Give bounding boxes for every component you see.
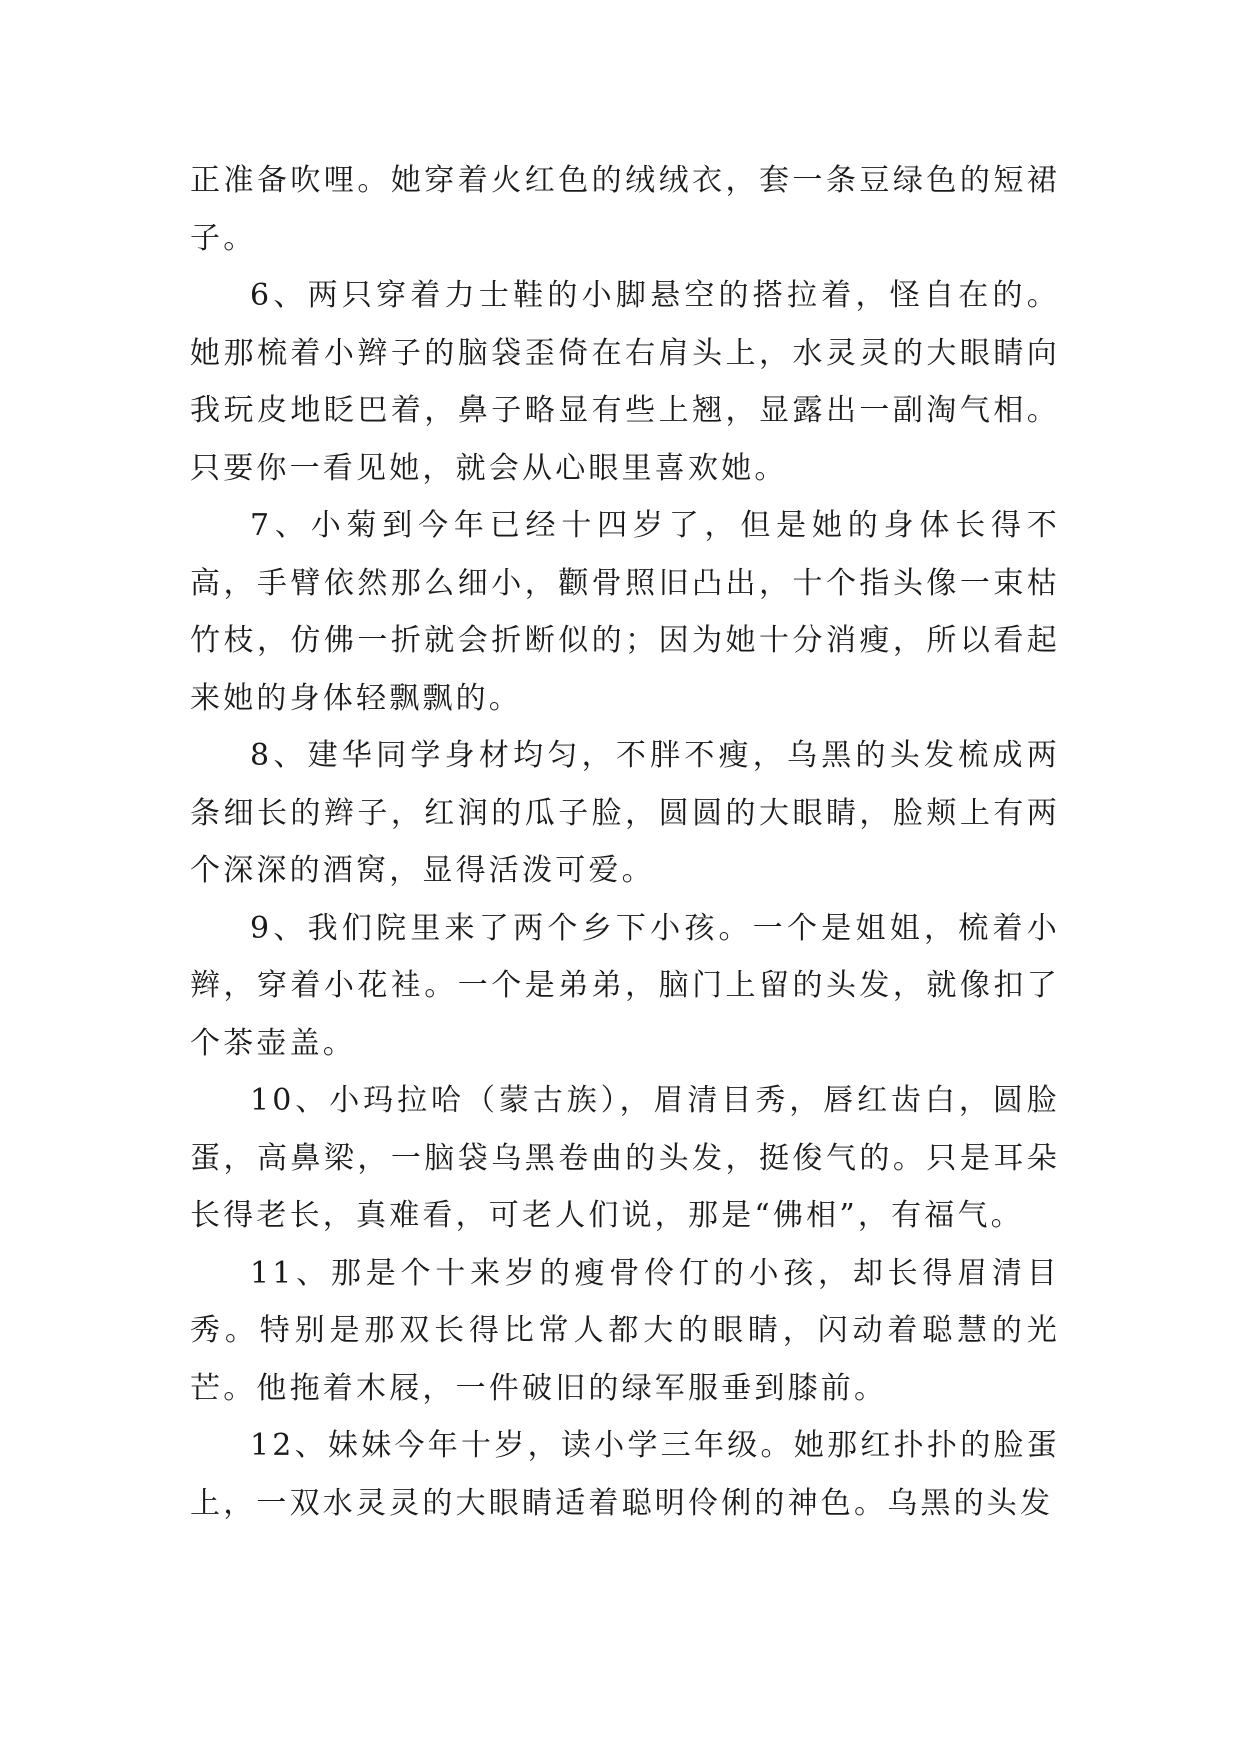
paragraph-continuation: 正准备吹哩。她穿着火红色的绒绒衣，套一条豆绿色的短裙子。: [190, 163, 1060, 256]
paragraph-9: 9、我们院里来了两个乡下小孩。一个是姐姐，梳着小辫，穿着小花袿。一个是弟弟，脑门上留的头发，就像扣了个茶壶盖。: [190, 910, 1060, 1061]
paragraph-12: 12、妹妹今年十岁，读小学三年级。她那红扑扑的脸蛋上，一双水灵灵的大眼睛适着聪明伶俐的神色。乌黑的头发: [190, 1428, 1060, 1521]
paragraph-8: 8、建华同学身材均匀，不胖不瘦，乌黑的头发梳成两条细长的辫子，红润的瓜子脸，圆圆的大眼睛，脸颊上有两个深深的酒窝，显得活泼可爱。: [190, 738, 1060, 888]
document-page: [190, 152, 1060, 1532]
paragraph-10: 10、小玛拉哈（蒙古族），眉清目秀，唇红齿白，圆脸蛋，高鼻梁，一脑袋乌黑卷曲的头发，挺俊气的。只是耳朵长得老长，真难看，可老人们说，那是“佛相”，有福气。: [190, 1083, 1060, 1233]
paragraph-11: 11、那是个十来岁的瘦骨伶仃的小孩，却长得眉清目秀。特别是那双长得比常人都大的眼睛，闪动着聪慧的光芒。他拖着木屐，一件破旧的绿军服垂到膝前。: [190, 1255, 1060, 1406]
paragraph-6: 6、两只穿着力士鞋的小脚悬空的搭拉着，怪自在的。她那梳着小辫子的脑袋歪倚在右肩头上，水灵灵的大眼睛向我玩皮地眨巴着，鼻子略显有些上翘，显露出一副淘气相。只要你一看见她，就会从心眼里喜欢她。: [190, 278, 1060, 486]
paragraph-7: 7、小菊到今年已经十四岁了，但是她的身体长得不高，手臂依然那么细小，颧骨照旧凸出，十个指头像一束枯竹枝，仿佛一折就会折断似的；因为她十分消瘦，所以看起来她的身体轻飘飘的。: [190, 508, 1060, 716]
